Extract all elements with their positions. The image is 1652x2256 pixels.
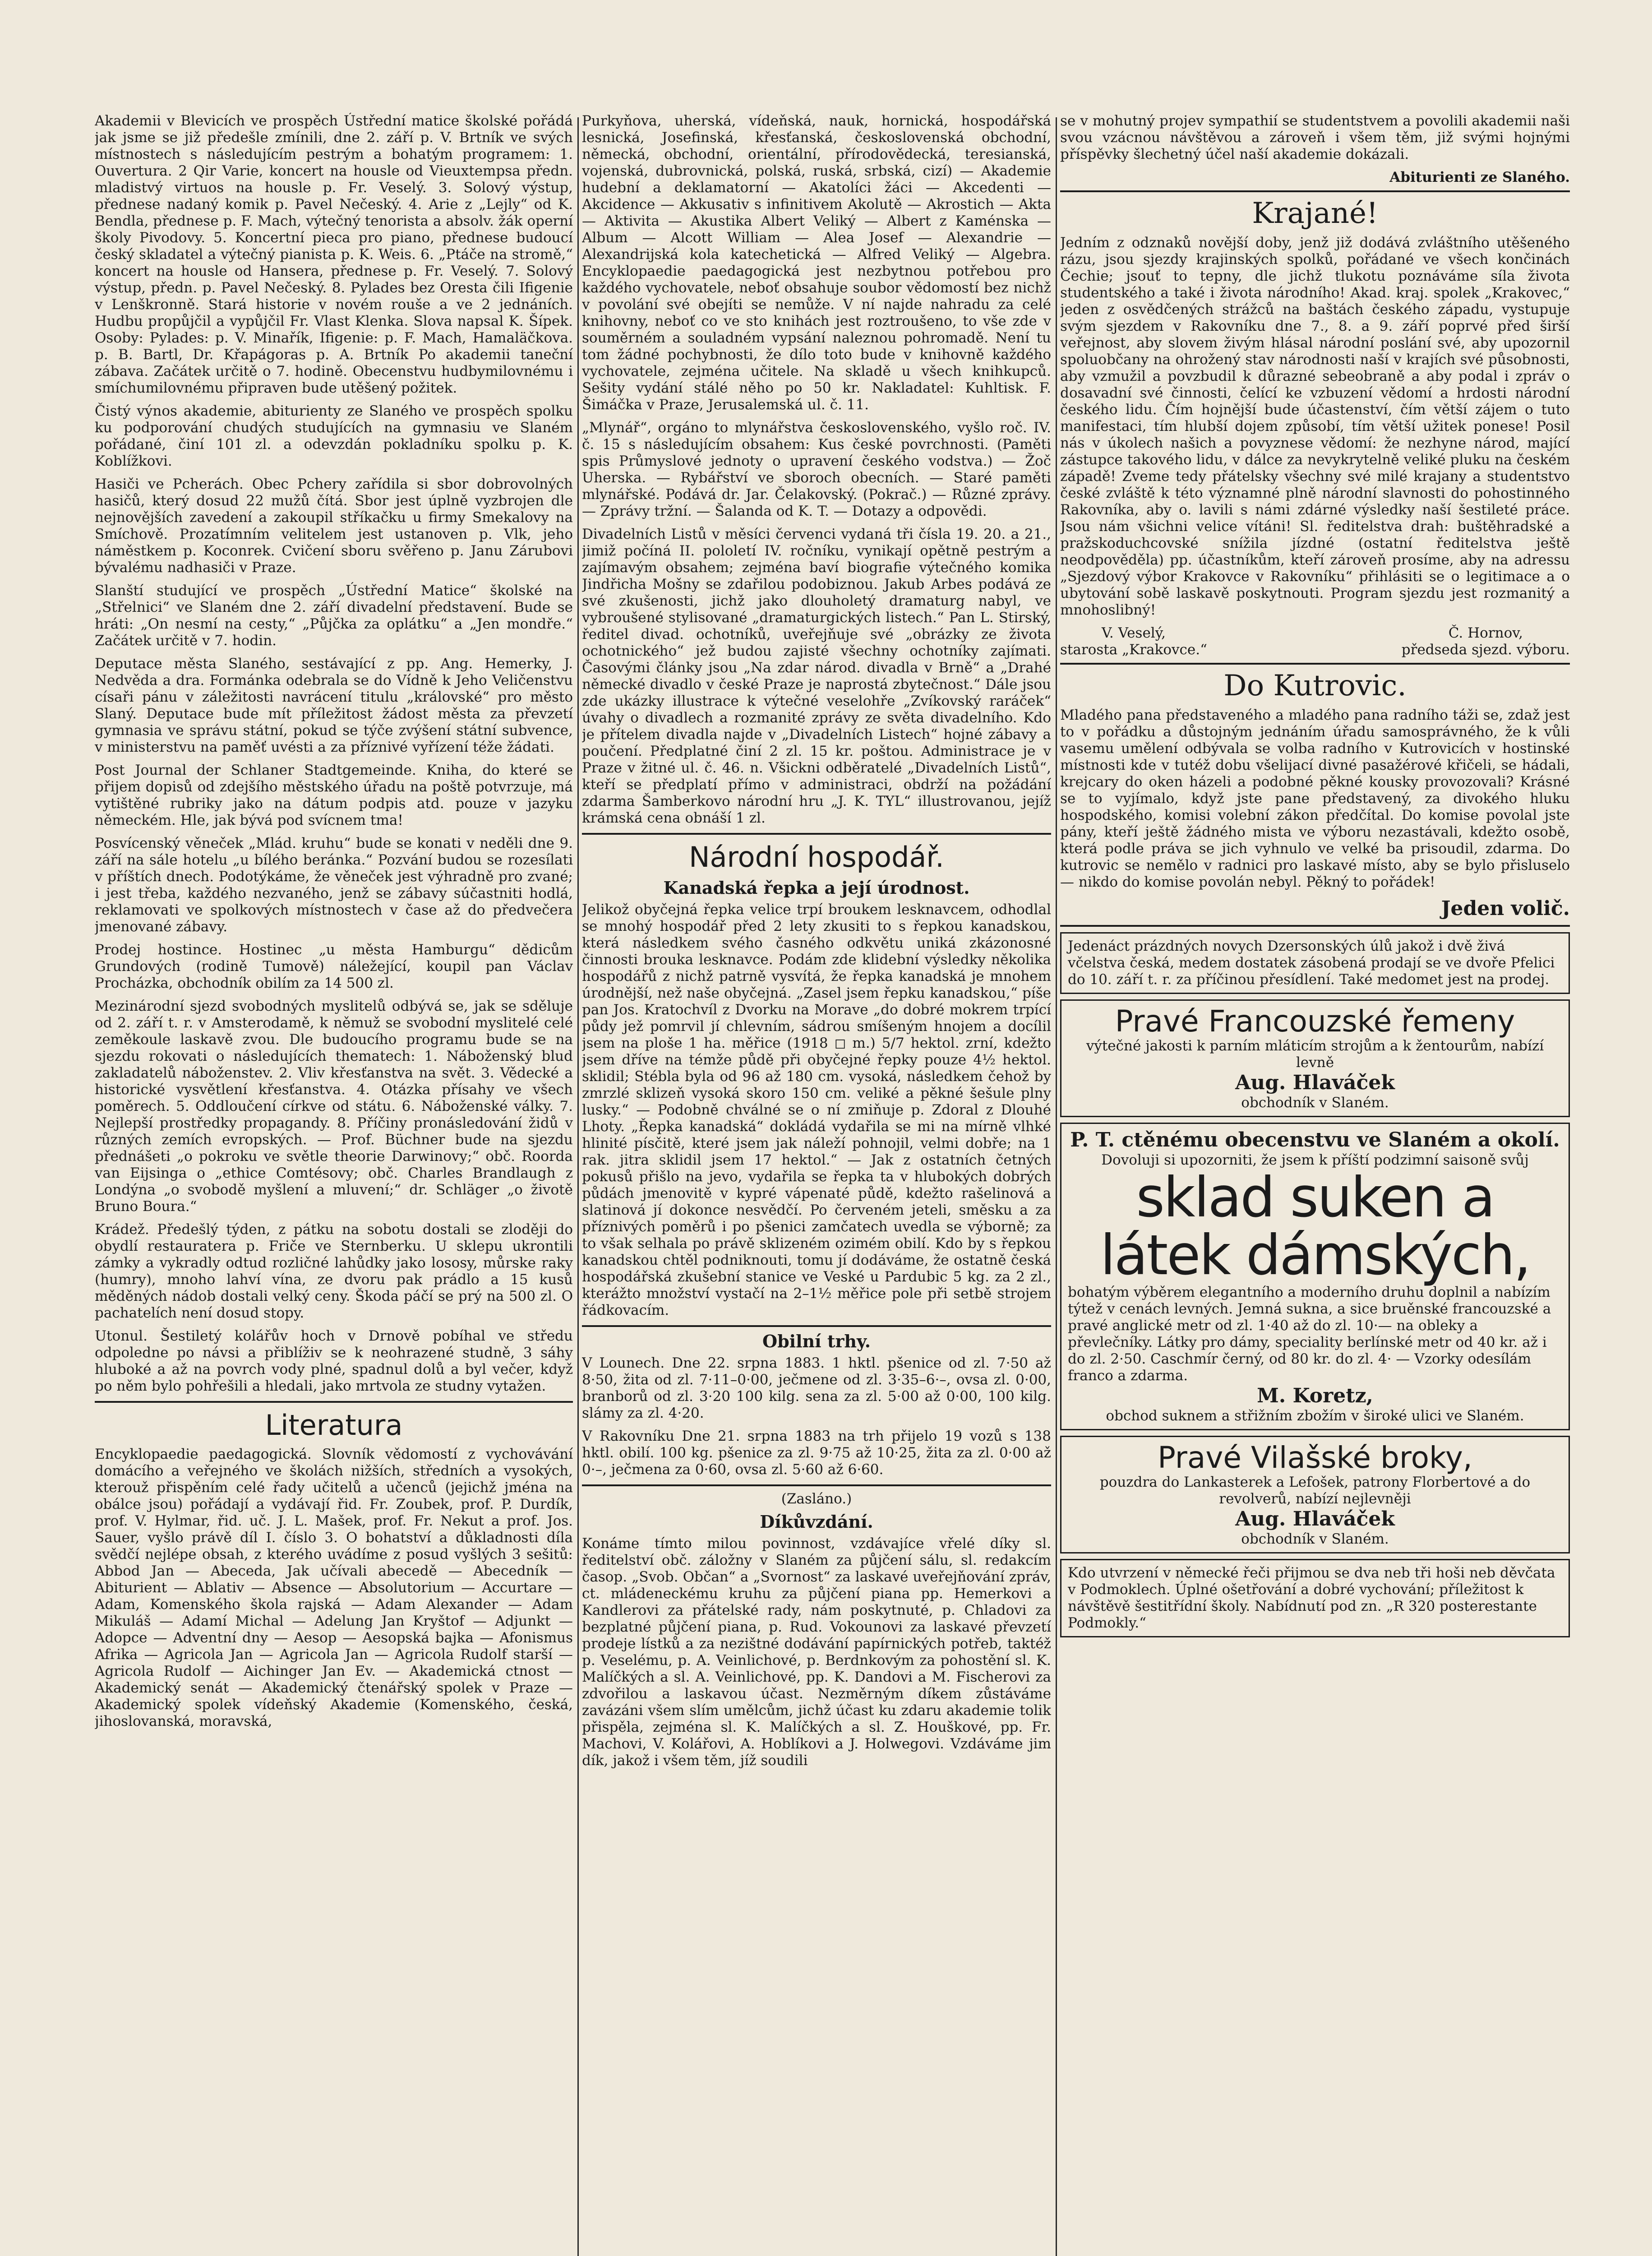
krajane-signatures [1060, 625, 1570, 658]
article-mlynar: „Mlynář“, orgáno to mlynářstva československého, vyšlo roč. IV. č. 15 s následujícím obsahem: Kus české povrchnosti. (Paměti spis Průmyslové jednoty o upravení českého vodstva.) — Žoč Uherska. — Rybářství ve sboroch obecních. — Staré paměti mlynářské. Podává dr. Jar. Čelakovský. (Pokrač.) — Různé zprávy. — Zprávy tržní. — Šalanda od K. T. — Dotazy a odpovědi. [582, 420, 1051, 519]
article-kradez: Krádež. Předešlý týden, z pátku na sobotu dostali se zloději do obydlí restauratera p. Friče ve Sternberku. U sklepu ukrontili zámky a vykradly odtud rozličné lahůdky jako lososy, můrske raky (humry), mnoho lahví vína, ze dvoru pak prádlo a 15 kusů měděných nádob dostali velký ceny. Škoda páčí se prý na 500 zl. O pachatelích není dosud stopy. [95, 1221, 573, 1321]
krajane-title: Krajané! [1252, 197, 1378, 230]
dikuvzdani-title: Díkůvzdání. [760, 1512, 873, 1532]
article-utonul: Utonul. Šestiletý kolářův hoch v Drnově pobíhal ve středu odpoledne po návsi a přiblíživ se k neohrazené studně, 3 sáhy hluboké a až na povrch vody plné, spadnul dolů a byl večer, když po něm bylo pohřešili a hledali, jako mrtvola ze studny vytažen. [95, 1328, 573, 1394]
article-encyklopaedie-cont: Purkyňova, uherská, vídeňská, nauk, hornická, hospodářská lesnická, Josefinská, křesťanská, československá obchodní, německá, obchodní, orientální, přírodovědecká, teresianská, vojenská, dubrovnická, polská, ruská, srbská, cizí) — Akademie hudební a deklamatorní — Akatolíci žáci — Akcedenti — Akcidence — Akkusativ s infinitivem Akolutě — Akrostich — Akta — Aktivita — Akustika Albert Veliký — Albert z Kaménska — Album — Alcott William — Alea Josef — Alexandrie — Alexandrijská kola katechetická — Alfred Veliký — Algebra. Encyklopaedie paedagogická jest nezbytnou potřebou pro každého vychovatele, neboť obsahuje soubor vědomostí bez nichž v povolání své obejíti se nemůže. V ní najde nahradu za celé knihovny, neboť co ve sto knihách jest roztroušeno, to vše zde v souměrném a souladném vypsání naleznou pohromadě. Není tu tom žádné pochybnosti, že dílo toto bude v knihovně každého vychovatele, zejména učitele. Na skladě u všech knihkupců. Sešity vydání stálé něho po 50 kr. Nakladatel: Kuhltisk. F. Šimáčka v Praze, Jerusalemská ul. č. 11. [582, 113, 1051, 413]
ad-remeny: Pravé Francouzské řemeny výtečné jakosti k parním mláticím strojům a k žentourům, nabízí levně Aug. Hlaváček obchodník v Slaném. [1060, 999, 1570, 1117]
obilni-trhy-title: Obilní trhy. [762, 1331, 871, 1351]
signature-hornov: Č. Hornov, předseda sjezd. výboru. [1401, 625, 1570, 658]
article-dikuvzdani: Konáme tímto milou povinnost, vzdávajíce vřelé díky sl. ředitelství obč. záložny v Slaném za půjčení sálu, sl. redakcím časop. „Svob. Občan“ a „Svornost“ za laskavé uveřejňování zpráv, ct. mládeneckému kruhu za půjčení piana pp. Hemerkovi a Kandlerovi za přátelské rady, nám poskytnuté, p. Chladovi za bezplatné půjčení piana, p. Rud. Vokounovi za laskavé převzetí prodeje lístků a za nezištné dodávání papírnických potřeb, taktéž p. Veselému, p. A. Veinlichové, p. Berdnkovým za pohostění sl. K. Malíčkých a sl. A. Veinlichové, pp. K. Dandovi a M. Fischerovi za zdvořilou a laskavou účast. Nezměrným díkem zůstáváme zavázáni všem slím umělcům, jichž účast ku zdaru akademie tolik přispěla, zejména sl. K. Malíčkých a sl. Z. Houškové, pp. Fr. Machovi, V. Kolářovi, A. Hoblíkovi a J. Holwegovi. Vzdáváme jim dík, jakož i všem těm, jíž soudili [582, 1535, 1051, 1769]
divider [582, 1484, 1051, 1486]
signature-vesely: V. Veselý, starosta „Krakovce.“ [1060, 625, 1207, 658]
article-cisty-vynos: Čistý výnos akademie, abiturienty ze Slaného ve prospěch spolku ku podporování chudých studujících na gymnasiu ve Slaném pořádané, činí 101 zl. a odevzdán pokladníku spolku p. K. Koblížkovi. [95, 403, 573, 469]
article-mezinarodni: Mezinárodní sjezd svobodných myslitelů odbývá se, jak se sděluje od 2. září t. r. v Amsterodamě, k němuž se svobodní myslitelé celé zeměkoule laskavě zvou. Dle budoucího programu bude se na sjezdu rokovati o následujících thematech: 1. Náboženský blud zakladatelů náboženstev. 2. Vliv křesťanstva na svět. 3. Vědecké a historické vysvětlení křesťanstva. 4. Otázka přísahy ve všech poměrech. 5. Oddloučení církve od státu. 6. Náboženské války. 7. Nejlepší prostředky propagandy. 8. Příčiny pronásledování židů v různých zemích evropských. — Prof. Büchner bude na sjezdu přednášeti „o pokroku ve světle theorie Darwinovy;“ obč. Roorda van Eijsinga o „ethice Comtésovy; obč. Charles Brandlaugh z Londýna „o svobodě myšlení a mluvení;“ dr. Schläger „o životě Bruno Boura.“ [95, 998, 573, 1215]
divider [1060, 925, 1570, 927]
divider [582, 1325, 1051, 1327]
article-prodej-hostince: Prodej hostince. Hostinec „u města Hamburgu“ dědicům Grundových (rodině Tumově) náležející, koupil pan Václav Procházka, obchodník obilím za 14 500 zl. [95, 942, 573, 991]
kutrovic-title: Do Kutrovic. [1223, 669, 1407, 703]
article-hasici: Hasiči ve Pcherách. Obec Pchery zařídila si sbor dobrovolných hasičů, který dosud 22 mužů čítá. Sbor jest úplně vyzbrojen dle nejnovějších zavedení a zakoupil stříkačku u firmy Smekalovy na Smíchově. Prozatímním velitelem jest ustanoven p. Vlk, jeho náměstkem p. Koconrek. Cvičení sboru svěřeno p. Janu Zárubovi bývalému nadhasiči v Praze. [95, 476, 573, 576]
column-rule [577, 117, 579, 2256]
column-rule [1056, 117, 1057, 2256]
zaslano-label: (Zasláno.) [781, 1491, 852, 1507]
article-slansti-studujici: Slanští studující ve prospěch „Ústřední Matice“ školské na „Střelnici“ ve Slaném dne 2. září divadelní představení. Bude se hráti: „On nesmí na cesty,“ „Půjčka za oplátku“ a „Jen mondře.“ Začátek určitě v 7. hodin. [95, 582, 573, 649]
ad-ule: Jedenáct prázdných novych Dzersonských úlů jakož i dvě živá včelstva česká, medem dostatek zásobená prodají se ve dvoře Pfelici do 10. září t. r. za příčinou přesídlení. Také medomet jest na prodej. [1060, 932, 1570, 994]
article-deputace: Deputace města Slaného, sestávající z pp. Ang. Hemerky, J. Nedvěda a dra. Formánka odebrala se do Vídně k Jeho Veličenstvu císaři pánu v záležitosti navrácení titulu „královské“ pro město Slaný. Deputace bude mít příležitost žádost města za převzetí gymnasia ve správu státní, pokud se týče zvýšení státní subvence, v ministerstvu na paměť uvésti a za příznivé vyřízení téže žádati. [95, 656, 573, 755]
repka-heading: Kanadská řepka a její úrodnost. [663, 878, 970, 898]
ad-broky: Pravé Vilašské broky, pouzdra do Lankasterek a Lefošek, patrony Florbertové a do revolverů, nabízí nejlevněji Aug. Hlaváček obchodník v Slaném. [1060, 1436, 1570, 1553]
divider [95, 1401, 573, 1403]
article-dikuvzdani-cont: se v mohutný projev sympathií se studentstvem a povolili akademii naši svou vzácnou návštěvou a zároveň i všem těm, již svými hojnými příspěvky šlechetný účel naší akademie dokázali. [1060, 113, 1570, 162]
article-post-journal: Post Journal der Schlaner Stadtgemeinde. Kniha, do které se přijem dopisů od zdejšího městského úřadu na poště potvrzuje, má vytištěné rubriky jako na dátum podpis atd. pouze v jazyku německém. Hle, jak bývá pod svícnem tma! [95, 762, 573, 828]
column-1 [95, 113, 573, 2256]
article-encyklopaedie: Encyklopaedie paedagogická. Slovník vědomostí z vychovávání domácího a veřejného ve školách nižších, středních a vysokých, kterouž přispěním celé řady učitelů a učenců (jejichž jména na obálce jsou) pořádají a vydávají řid. Fr. Zoubek, prof. P. Durdík, prof. V. Hylmar, řid. uč. J. L. Mašek, prof. Fr. Nekut a prof. Jos. Sauer, vyšlo právě díl I. číslo 3. O bohatství a důkladnosti díla svědčí nejlépe obsah, z kterého uvádíme z posud vyšlých 3 sešitů: Abbod Jan — Abeceda, Jak učívali abecedě — Abecedník — Abiturient — Ablativ — Absence — Absolutorium — Accurtare — Adam, Komenského škola rajská — Adam Alexander — Adam Mikuláš — Adamí Michal — Adelung Jan Kryštof — Adjunkt — Adopce — Adventní dny — Aesop — Aesopská bajka — Afonismus Afrika — Agricola Jan — Agricola Jan — Agricola Rudolf starší — Agricola Rudolf — Aichinger Jan Ev. — Akademická ctnost — Akademický senát — Akademický čtenářský spolek v Praze — Akademický spolek vídeňský Akademie (Komenského, česká, jihoslovanská, moravská, [95, 1446, 573, 1729]
ad-koretz: P. T. ctěnému obecenstvu ve Slaném a okolí. Dovoluji si upozorniti, že jsem k příští podzimní saisoně svůj sklad suken a látek dámských, bohatým výběrem elegantního a moderního druhu doplnil a nabízím týtež v cenách levných. Jemná sukna, a sice bruěnské francouzské a pravé anglické metr od zl. 1·40 až do zl. 10·— na oblekу a převlečníky. Látky pro dámy, speciality berlínské metr od 40 kr. až i do zl. 2·50. Caschmír černý, od 80 kr. do zl. 4· — Vzorky odesílám franco a zdarma. M. Koretz, obchod suknem a střižním zbožím v široké ulici ve Slaném. [1060, 1123, 1570, 1430]
divider [1060, 663, 1570, 665]
kutrovic-signature: Jeden volič. [1441, 897, 1570, 920]
ad-podmokly: Kdo utvrzení v německé řeči přijmou se dva neb tři hoši neb děvčata v Podmoklech. Úplné ošetřování a dobré vychování; příležitost k návštěvě šestitřídní školy. Nabídnutí pod zn. „R 320 posterestante Podmokly.“ [1060, 1559, 1570, 1637]
divider [1060, 190, 1570, 192]
article-divadelni-listy: Divadelních Listů v měsíci červenci vydaná tři čísla 19. 20. a 21., jimiž počíná II. pololetí IV. ročníku, vynikají opětně pestrým a zajímavým obsahem; zejména baví biografie výtečného komika Jindřicha Mošny se zdařilou podobiznou. Jakub Arbes podává ze své zkušenosti, jichž jako dlouholetý dramaturg nabyl, ve vybroušené stylisované „dramaturgických listech.“ Pan L. Stirský, ředitel divad. ochotníků, uveřejňuje své „obrázky ze života ochotnického“ jež budou zajisté všechny ochotníky zajímati. Časovými články jsou „Na zdar národ. divadla v Brně“ a „Drahé německé divadlo v české Praze je naprostá zbytečnost.“ Dále jsou zde ukázky illustrace k výtečné veselohře „Zvíkovský raráček“ úvahy o divadlech a rozmanité zprávy ze světa divadelního. Kdo je přítelem divadla najde v „Divadelních Listech“ hojné zábavy a poučení. Předplatné činí 2 zl. 15 kr. poštou. Administrace je v Praze v žitné ul. č. 46. n. Všickni odběratelé „Divadelních Listů“, kteří se předplatí přímo v administraci, obdrží na požádání zdarma Šamberkovo národní hru „J. K. TYL“ illustrovanou, jejíž krámská cena obnáší 1 zl. [582, 526, 1051, 826]
divider [582, 833, 1051, 835]
article-repka: Jelikož obyčejná řepka velice trpí broukem lesknavcem, odhodlal se mnohý hospodář před 2 lety zkusiti to s řepkou kanadskou, která následkem svého časného odkvětu uniká zkázonosné činnosti brouka lesknavce. Podám zde klidební výsledky několika hospodářů z nichž patrně vysvítá, že řepka kanadská je mnohem úrodnější, než naše obyčejná. „Zasel jsem řepku kanadskou,“ píše pan Jos. Kratochvíl z Dvorku na Morave „do dobré mokrem trpící půdy jež pomrvil jí chlevním, sádrou smíšeným hnojem a docílil jsem na ploše 1 ha. měřice (1918 ◻ m.) 5/7 hektol. zrní, kdežto jsem dříve na témže půdě při obyčejné řepky pouze 4½ hektol. sklidil; Stébla byla od 96 až 180 cm. vysoká, následkem čehož by zmrzlé sklizeň vysoká skoro 150 cm. veliké a pěkné šešule plny lusky.“ — Podobně chválné se o ní zmiňuje p. Zdoral z Dlouhé Lhoty. „Řepka kanadská“ dokládá vydařila se mi na mírně vlhké hlinité písčitě, které jsem jak náleží pohnojil, velmi dobře; na 1 rak. jitra sklidil jsem 17 hektol.“ — Jak z ostatních četných pokusů přišlo na jevo, vydařila se řepka ta v hlubokých dobrých půdách jmenovitě v kypré vápenaté půdě, kdežto rašelinová a slatinová jí dokonce nesvědčí. Po červeném jeteli, směsku a za příznivých poměrů i po pšenici zamčatech uvedla se výborně; za to však selhala po právě sklizeném ozimém obilí. Kdo by s řepkou kanadskou chtěl podniknouti, tomu jí dodáváme, že ostatně česká hospodářská zkušební stanice ve Veské u Pardubic 5 kg. za 2 zl., kterážto množství vystačí na 2–1½ měřice pole při setbě strojem řádkovacím. [582, 901, 1051, 1318]
literatura-title: Literatura [265, 1409, 403, 1442]
article-posvicensky: Posvícenský věneček „Mlád. kruhu“ bude se konati v neděli dne 9. září na sále hotelu „u bílého beránka.“ Pozvání budou se rozesílati v příštích dnech. Podotýkáme, že věneček jest výhradně pro zvané; i jest třeba, každého nezvaného, jenž se zábavy súčastniti hodlá, reklamovati ve spolkových místnostech v čase až do předvečera jmenované zábavy. [95, 835, 573, 935]
article-lounech: V Lounech. Dne 22. srpna 1883. 1 hktl. pšenice od zl. 7·50 až 8·50, žita od zl. 7·11–0·00, ječmene od zl. 3·35–6·–, ovsa zl. 0·00, branborů od zl. 3·20 100 kilg. sena za zl. 5·00 až 0·00, 100 kilg. slámy za zl. 4·20. [582, 1355, 1051, 1421]
article-akademie: Akademii v Blevicích ve prospěch Ústřední matice školské pořádá jak jsme se již předešle zmínili, dne 2. září p. V. Brtník ve svých místnostech s následujícím pestrým a bohatým programem: 1. Ouvertura. 2 Qir Varie, koncert na housle od Vieuxtempsa předn. mladistvý virtuos na housle p. Fr. Veselý. 3. Solový výstup, přednese nadaný komik p. Pavel Nečeský. 4. Arie z „Lejly“ od K. Bendla, přednese p. F. Mach, výtečný tenorista a absolv. žák operní školy Pivodovy. 5. Koncertní pieca pro piano, přednese budoucí český skladatel a výtečný pianista p. K. Weis. 6. „Ptáče na stromě,“ koncert na housle od Hansera, přednese p. Fr. Veselý. 7. Solový výstup, předn. p. Pavel Nečeský. 8. Pylades bez Oresta čili Ifigenie v Lenškronně. Stará historie v novém rouše a ve 2 jednáních. Hudbu propůjčil a vypůjčil Fr. Vlast Klenka. Slova napsal K. Šípek. Osoby: Pylades: p. V. Minařík, Ifigenie: p. F. Mach, Hamaläčkova. p. B. Bartl, Dr. Křapágoras p. A. Brtník Po akademii taneční zábava. Začátek určitě o 7. hodině. Obecenstvu hudbymilovnému i smíchumilovnému připraven bude utěšený požitek. [95, 113, 573, 396]
column-2 [582, 113, 1051, 2256]
article-rakovniku: V Rakovníku Dne 21. srpna 1883 na trh přijelo 19 vozů s 138 hktl. obilí. 100 kg. pšenice za zl. 9·75 až 10·25, žita za zl. 0·00 až 0·–, ječmena za 0·60, ovsa zl. 5·60 až 6·60. [582, 1428, 1051, 1478]
column-3 [1060, 113, 1570, 2256]
dik-signature: Abiturienti ze Slaného. [1389, 169, 1570, 185]
hospodar-title: Národní hospodář. [689, 841, 944, 874]
article-krajane: Jedním z odznaků novější doby, jenž již dodává zvláštního utěšeného rázu, jsou sjezdy krajinských spolků, pořádané ve všech končinách Čechie; jsouť to tepny, dle jichž tlukotu poznáváme síla života studentského a také i života národního! Akad. kraj. spolek „Krakovec,“ jeden z osvědčených strážců na baštách českého západu, vystupuje svým sjezdem v Rakovníku dne 7., 8. a 9. září poprvé před širší veřejnost, aby slovem živým hlásal národní poslání své, aby upozornil spoluobčany na ohrožený stav národnosti naší v krajích své působnosti, aby vzmužil a povzbudil k důrazné sebeobraně a aby podal i zpráv o dosavadní své činnosti, čelící ke vzbuzení vědomí a hrdosti národní českého lidu. Čím hojnější bude účastenství, čím větší zájem o tuto manifestaci, tím hlubší dojem způsobí, tím větší užitek ponese! Posiľ nás v úkolech našich a povyznese vědomí: že nezhyne národ, mající zástupce takového lidu, v dálce za nevykrytelně veliké pluku na českém západě! Zveme tedy přátelsky všechny své milé krajany a studentstvo české zvláště k této významné plně národní slavnosti do pohostinného Rakovníka, aby o. lavili s námi zdárné výsledky naší šestileté práce. Jsou nám všichni velice vítáni! Sl. ředitelstva drah: buštěhradské a pražskoduchcovské snížila jízdné (ostatní ředitelstva ještě neodpověděla) pp. účastníkům, kteří zároveň prosíme, aby na adressu „Sjezdový výbor Krakovce v Rakovníku“ přihlásiti se o legitimace a o ubytování sobě laskavě poskytnouti. Program sjezdu jest rozmanitý a mnohoslibný! [1060, 235, 1570, 618]
article-kutrovic: Mladého pana představeného a mladého pana radního táži se, zdaž jest to v pořádku a důstojným jednáním úřadu samosprávného, že k vůli vasemu umělení odbývala se volba radního v Kutrovicích v hostinské místnosti kde v tutéž dobu všelijací divné pasažérové křičeli, se hádali, krejcary do oken házeli a podobné pěkné kousky provozovali? Krásné se to vyjímalo, když jste pane představený, za divokého hluku hospodského, komisi volební zákon předčítal. Do komise povolal jste pány, kteří ještě žádného mista ve výboru nezastávali, kdežto osobě, která podle práva se jich vyhnulo ve velké ba prisoudil, zdarma. Do kutrovic se nemělo v radnici pro laskavé místo, aby se bylo přisluselo — nikdo do komise povolán nebyl. Pěkný to pořádek! [1060, 707, 1570, 890]
